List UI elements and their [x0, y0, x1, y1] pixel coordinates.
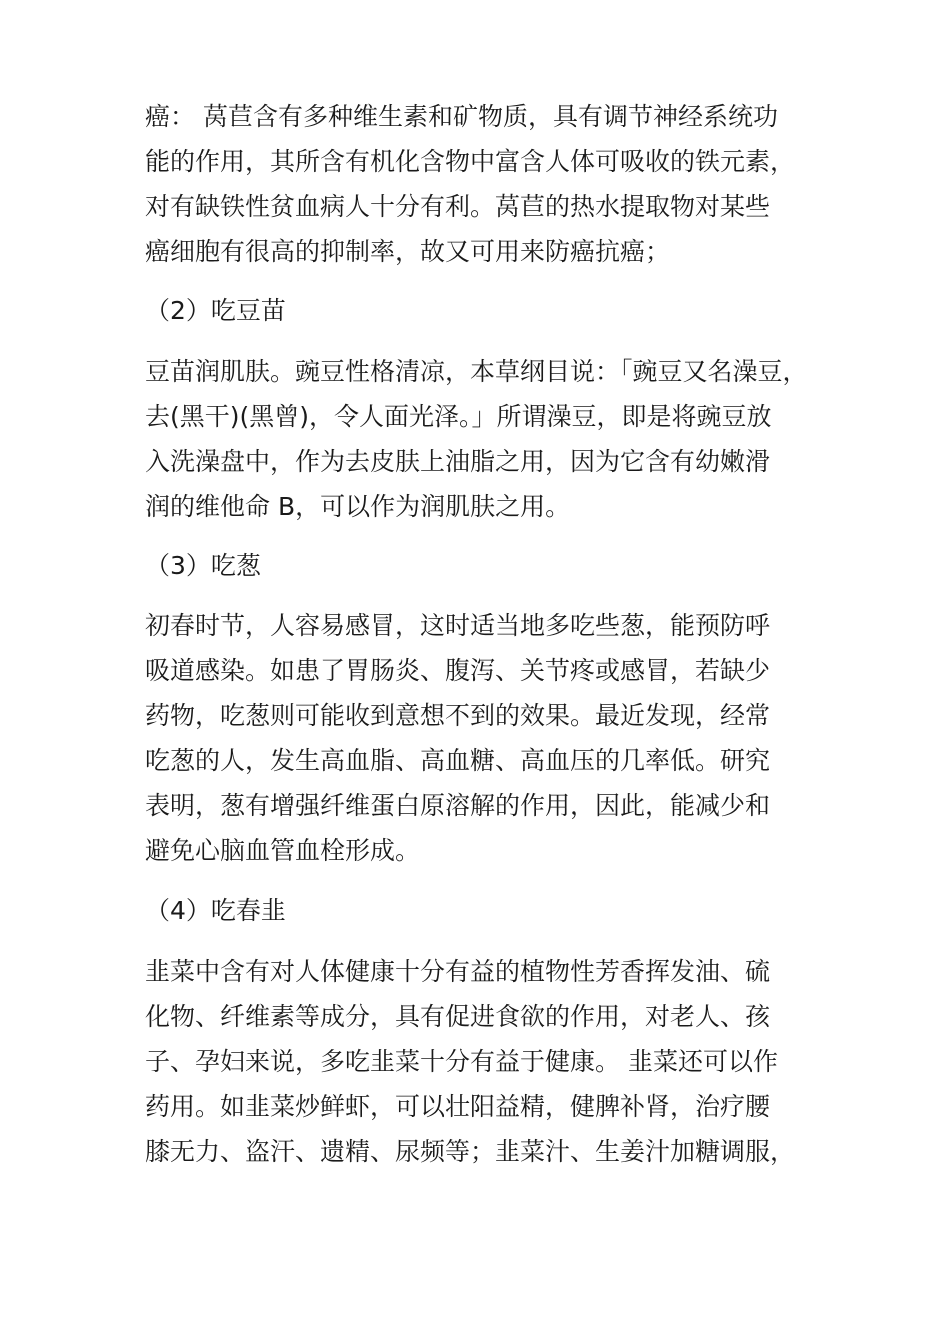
section-heading: （3）吃葱: [145, 551, 261, 580]
text-line: 膝无力、盗汗、遗精、尿频等；韭菜汁、生姜汁加糖调服，: [145, 1137, 796, 1166]
text-line: 去(黑干)(黑曾)，令人面光泽。」所谓澡豆，即是将豌豆放: [145, 402, 772, 431]
text-line: 润的维他命 B，可以作为润肌肤之用。: [145, 492, 571, 521]
text-line: 吃葱的人，发生高血脂、高血糖、高血压的几率低。研究: [145, 746, 771, 775]
paragraph-chives: [145, 949, 845, 1174]
heading-pea-sprouts: [145, 288, 845, 333]
text-line: 化物、纤维素等成分，具有促进食欲的作用，对老人、孩: [145, 1002, 771, 1031]
paragraph-lettuce: [145, 94, 845, 274]
text-line: 韭菜中含有对人体健康十分有益的植物性芳香挥发油、硫: [145, 957, 771, 986]
text-line: 药物，吃葱则可能收到意想不到的效果。最近发现，经常: [145, 701, 771, 730]
text-line: 入洗澡盘中，作为去皮肤上油脂之用，因为它含有幼嫩滑: [145, 447, 771, 476]
text-line: 吸道感染。如患了胃肠炎、腹泻、关节疼或感冒，若缺少: [145, 656, 771, 685]
paragraph-pea-sprouts: [145, 349, 845, 529]
text-line: 初春时节，人容易感冒，这时适当地多吃些葱，能预防呼: [145, 611, 771, 640]
text-line: 对有缺铁性贫血病人十分有利。莴苣的热水提取物对某些: [145, 192, 771, 221]
text-line: 避免心脑血管血栓形成。: [145, 836, 421, 865]
text-line: 豆苗润肌肤。豌豆性格清凉，本草纲目说：「豌豆又名澡豆，: [145, 357, 808, 386]
section-heading: （2）吃豆苗: [145, 296, 286, 325]
text-line: 能的作用，其所含有机化含物中富含人体可吸收的铁元素，: [145, 147, 796, 176]
text-line: 表明，葱有增强纤维蛋白原溶解的作用，因此，能减少和: [145, 791, 771, 820]
text-line: 药用。如韭菜炒鲜虾，可以壮阳益精，健脾补肾，治疗腰: [145, 1092, 771, 1121]
heading-scallion: [145, 543, 845, 588]
section-heading: （4）吃春韭: [145, 896, 286, 925]
paragraph-scallion: [145, 603, 845, 873]
text-line: 癌细胞有很高的抑制率，故又可用来防癌抗癌；: [145, 237, 671, 266]
heading-chives: [145, 888, 845, 933]
text-line: 癌： 莴苣含有多种维生素和矿物质，具有调节神经系统功: [145, 102, 778, 131]
text-line: 子、孕妇来说，多吃韭菜十分有益于健康。 韭菜还可以作: [145, 1047, 778, 1076]
